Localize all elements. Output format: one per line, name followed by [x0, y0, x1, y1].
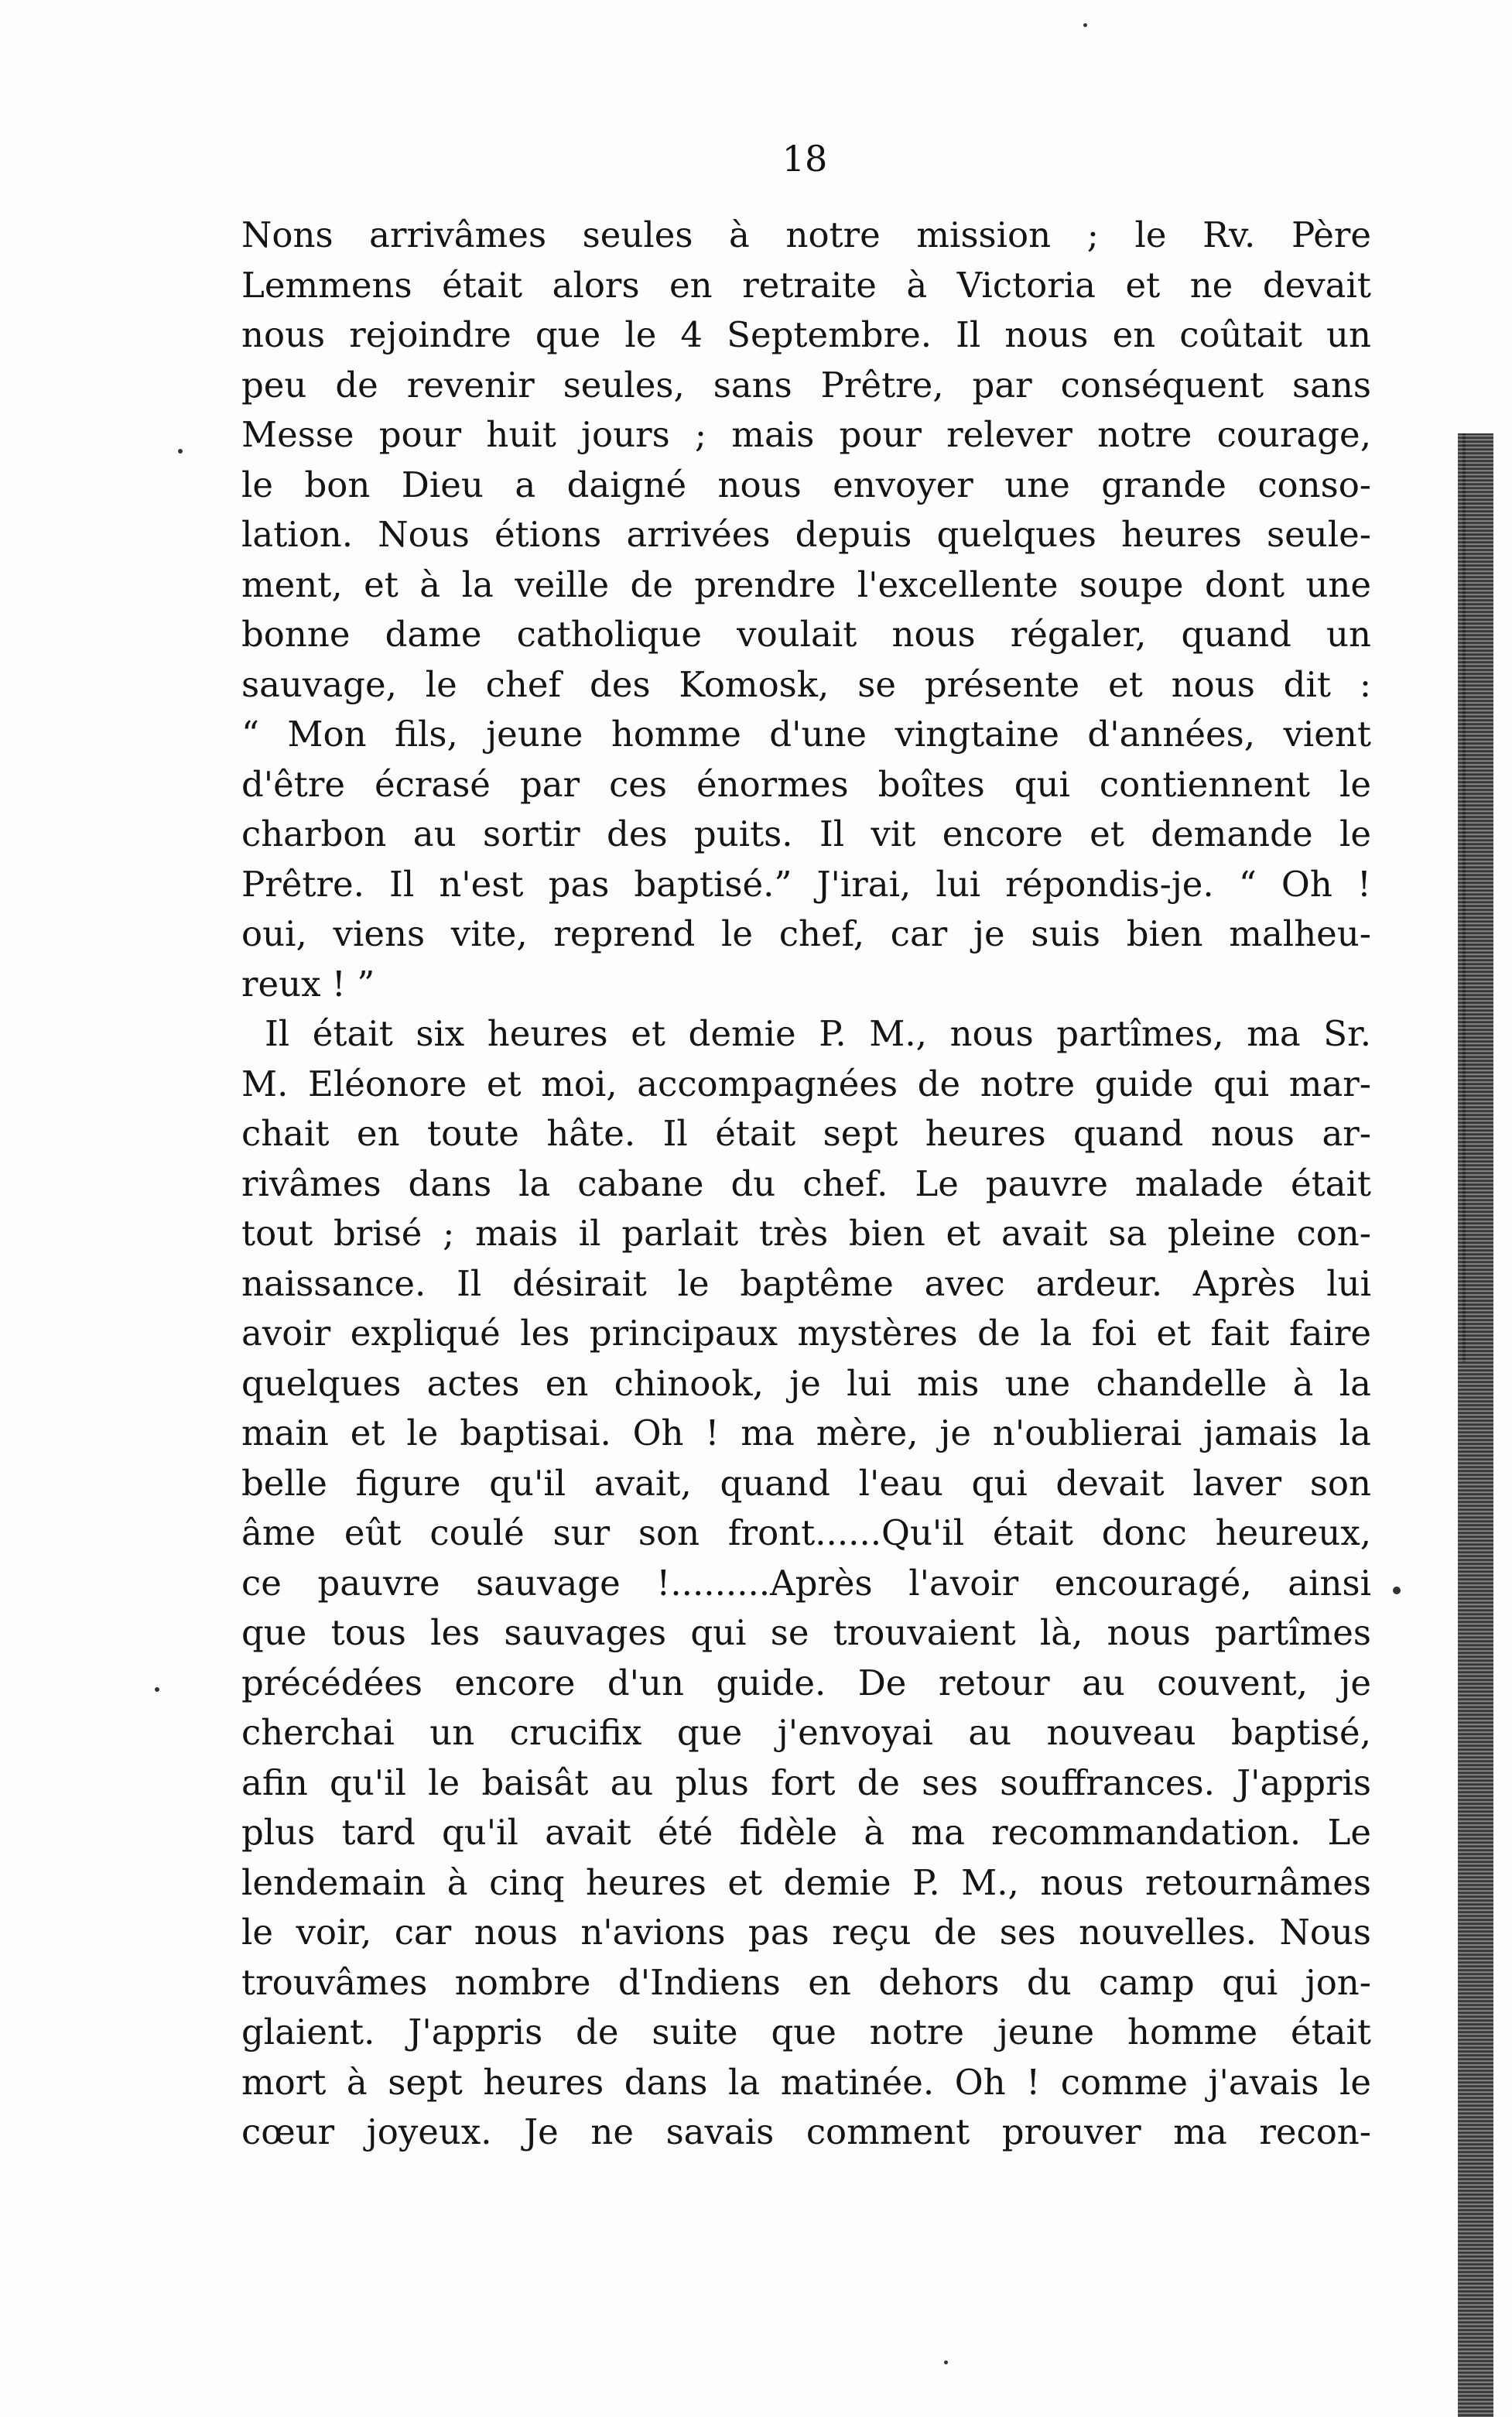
- text-line-21: tout brisé ; mais il parlait très bien et avait sa pleine con-: [241, 1213, 1371, 1254]
- text-line-30: précédées encore d'un guide. De retour au couvent, je: [241, 1662, 1371, 1703]
- text-line-8: ment, et à la veille de prendre l'excellente soupe dont une: [241, 563, 1371, 605]
- text-line-36: trouvâmes nombre d'Indiens en dehors du camp qui jon-: [241, 1961, 1371, 2003]
- text-line-32: afin qu'il le baisât au plus fort de ses souffrances. J'appris: [241, 1761, 1371, 1803]
- text-line-19: chait en toute hâte. Il était sept heures quand nous ar-: [241, 1113, 1371, 1154]
- text-line-6: le bon Dieu a daigné nous envoyer une grande conso-: [241, 464, 1371, 505]
- text-line-39: cœur joyeux. Je ne savais comment prouver ma recon-: [241, 2111, 1371, 2152]
- text-line-37: glaient. J'appris de suite que notre jeune homme était: [241, 2011, 1371, 2052]
- scan-speck: [944, 2361, 948, 2364]
- text-line-20: rivâmes dans la cabane du chef. Le pauvre malade était: [241, 1162, 1371, 1204]
- text-line-28: ce pauvre sauvage !.........Après l'avoir encouragé, ainsi: [241, 1562, 1371, 1604]
- text-line-10: sauvage, le chef des Komosk, se présente et nous dit :: [241, 663, 1371, 705]
- text-line-27: âme eût coulé sur son front......Qu'il était donc heureux,: [241, 1512, 1371, 1553]
- text-line-26: belle figure qu'il avait, quand l'eau qui devait laver son: [241, 1462, 1371, 1504]
- text-line-5: Messe pour huit jours ; mais pour relever notre courage,: [241, 414, 1371, 455]
- text-line-33: plus tard qu'il avait été fidèle à ma recommandation. Le: [241, 1812, 1371, 1853]
- text-line-17: Il était six heures et demie P. M., nous partîmes, ma Sr.: [265, 1013, 1371, 1054]
- text-line-16: reux ! ”: [241, 963, 375, 1005]
- text-line-12: d'être écrasé par ces énormes boîtes qui contiennent le: [241, 763, 1371, 805]
- page-edge-shadow: [1458, 433, 1493, 2417]
- text-line-23: avoir expliqué les principaux mystères de la foi et fait faire: [241, 1313, 1371, 1354]
- text-line-38: mort à sept heures dans la matinée. Oh ! comme j'avais le: [241, 2061, 1371, 2103]
- text-line-7: lation. Nous étions arrivées depuis quelques heures seule-: [241, 514, 1371, 555]
- text-line-1: Nons arrivâmes seules à notre mission ; le Rv. Père: [241, 214, 1371, 255]
- text-line-9: bonne dame catholique voulait nous régaler, quand un: [241, 614, 1371, 655]
- text-line-35: le voir, car nous n'avions pas reçu de ses nouvelles. Nous: [241, 1912, 1371, 1953]
- body-text: [241, 211, 1371, 2158]
- text-line-22: naissance. Il désirait le baptême avec ardeur. Après lui: [241, 1262, 1371, 1304]
- text-line-34: lendemain à cinq heures et demie P. M., nous retournâmes: [241, 1861, 1371, 1903]
- scan-speck: [155, 1687, 159, 1692]
- scan-speck: [1393, 1587, 1401, 1594]
- text-line-18: M. Eléonore et moi, accompagnées de notre guide qui mar-: [241, 1063, 1371, 1104]
- text-line-31: cherchai un crucifix que j'envoyai au nouveau baptisé,: [241, 1712, 1371, 1753]
- text-line-24: quelques actes en chinook, je lui mis une chandelle à la: [241, 1362, 1371, 1404]
- text-line-25: main et le baptisai. Oh ! ma mère, je n'oublierai jamais la: [241, 1412, 1371, 1453]
- scan-speck: [178, 449, 183, 454]
- text-line-2: Lemmens était alors en retraite à Victoria et ne devait: [241, 264, 1371, 306]
- scan-speck: [1083, 23, 1087, 27]
- page-number: 18: [782, 138, 828, 180]
- text-line-29: que tous les sauvages qui se trouvaient là, nous partîmes: [241, 1612, 1371, 1653]
- text-line-14: Prêtre. Il n'est pas baptisé.” J'irai, lui répondis-je. “ Oh !: [241, 863, 1371, 905]
- text-line-4: peu de revenir seules, sans Prêtre, par conséquent sans: [241, 364, 1371, 406]
- text-line-11: “ Mon fils, jeune homme d'une vingtaine d'années, vient: [241, 714, 1371, 755]
- text-line-13: charbon au sortir des puits. Il vit encore et demande le: [241, 813, 1371, 854]
- text-line-15: oui, viens vite, reprend le chef, car je suis bien malheu-: [241, 913, 1371, 954]
- text-line-3: nous rejoindre que le 4 Septembre. Il nous en coûtait un: [241, 314, 1371, 355]
